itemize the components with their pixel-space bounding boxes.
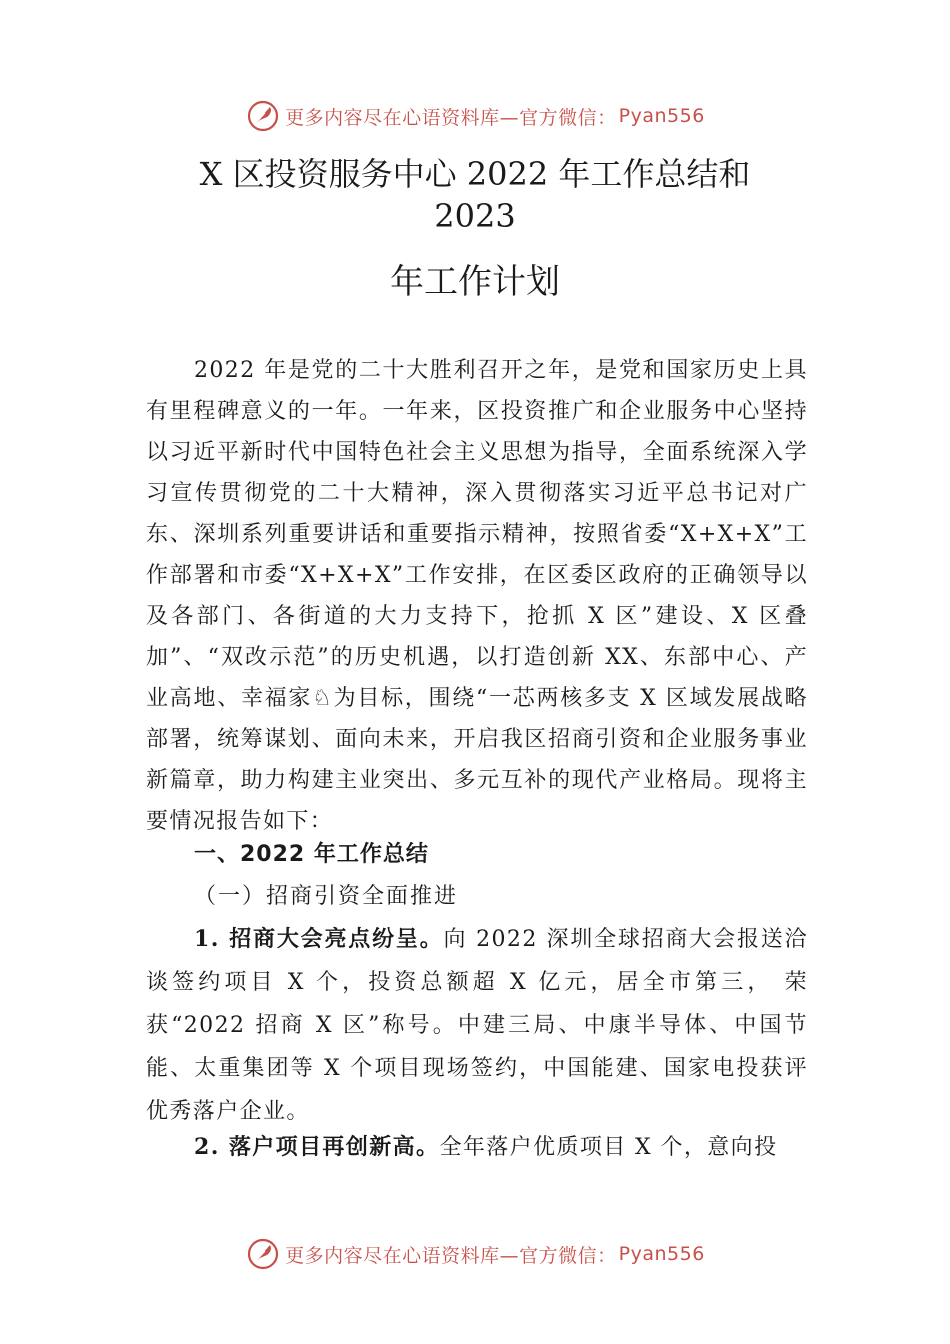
watermark-text: 更多内容尽在心语资料库—官方微信： — [285, 106, 617, 129]
intro-paragraph: 2022 年是党的二十大胜利召开之年，是党和国家历史上具有里程碑意义的一年。一年来，区投资推广和企业服务中心坚持以习近平新时代中国特色社会主义思想为指导，全面系统深入学习宣传贯彻党的二十大精神，深入贯彻落实习近平总书记对广东、深圳系列重要讲话和重要指示精神，按照省委“X+X+X”工作部署和市委“X+X+X”工作安排，在区委区政府的正确领导以及各部门、各街道的大力支持下，抢抓 X 区”建设、X 区叠加”、“双改示范”的历史机遇，以打造创新 XX、东部中心、产业高地、幸福家♘为目标，围绕“一芯两核多支 X 区域发展战略部署，统筹谋划、面向未来，开启我区招商引资和企业服务事业新篇章，助力构建主业突出、多元互补的现代产业格局。现将主要情况报告如下： — [146, 358, 808, 834]
document-title-line-2: 2023 — [434, 197, 516, 235]
feather-pen-circle-icon — [245, 1236, 281, 1272]
item-2-lead: 2. 落户项目再创新高。 — [194, 1134, 440, 1160]
item-paragraph-1 — [146, 918, 808, 1133]
watermark-footer — [0, 1234, 950, 1274]
item-1-text: 向 2022 深圳全球招商大会报送洽谈签约项目 X 个，投资总额超 X 亿元，居全市第三， 荣获“2022 招商 X 区”称号。中建三局、中康半导体、中国节能、太重集团等 X 个项目现场签约，中国能建、国家电投获评优秀落户企业。 — [146, 927, 808, 1124]
item-paragraph-2 — [146, 1126, 808, 1169]
feather-pen-circle-icon — [245, 98, 281, 134]
watermark-wechat-id: Pyan556 — [618, 105, 705, 127]
item-2-text: 全年落户优质项目 X 个，意向投 — [439, 1135, 778, 1160]
subsection-heading: （一）招商引资全面推进 — [194, 884, 459, 909]
item-1-lead: 1. 招商大会亮点纷呈。 — [194, 926, 444, 952]
watermark-wechat-id: Pyan556 — [618, 1243, 705, 1265]
watermark-header — [0, 96, 950, 136]
watermark-text: 更多内容尽在心语资料库—官方微信： — [285, 1244, 617, 1267]
document-title-line-1: X 区投资服务中心 2022 年工作总结和 — [199, 155, 751, 193]
section-heading: 一、2022 年工作总结 — [194, 842, 429, 867]
document-title-line-3: 年工作计划 — [390, 262, 560, 302]
